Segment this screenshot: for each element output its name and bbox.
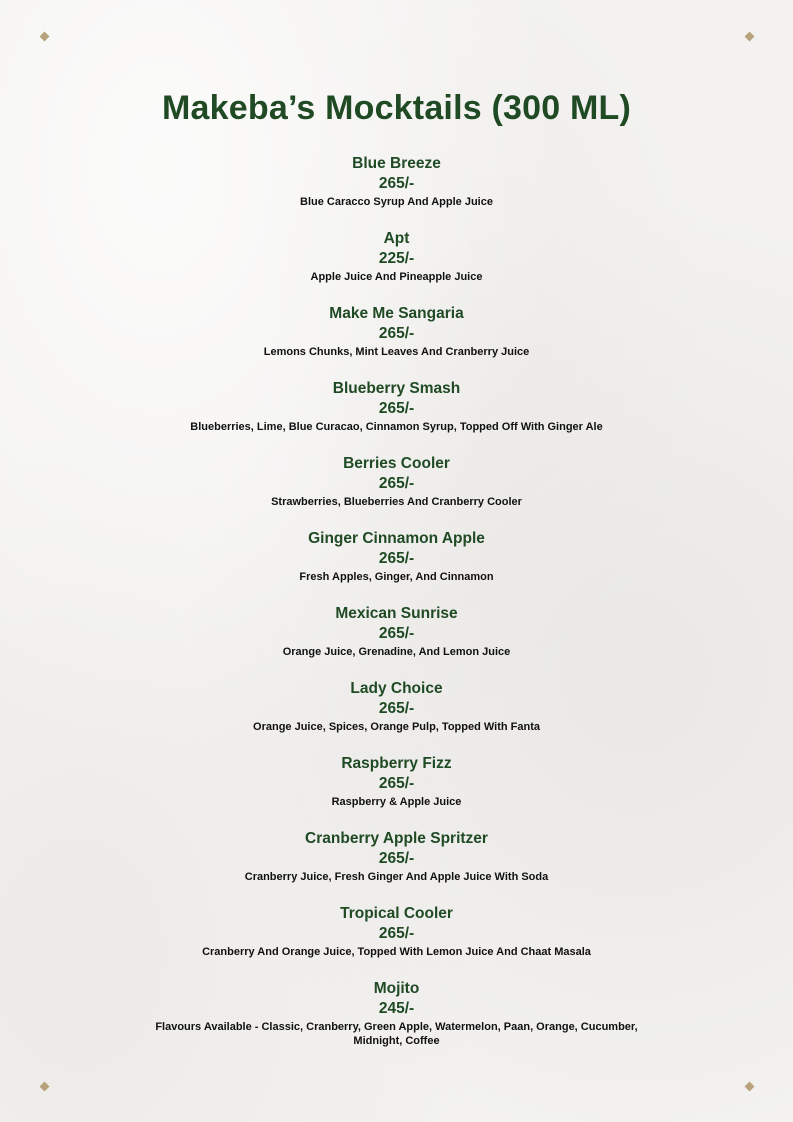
menu-item-description: Blue Caracco Syrup And Apple Juice — [300, 196, 493, 208]
menu-item-description: Fresh Apples, Ginger, And Cinnamon — [299, 571, 494, 583]
menu-item — [0, 679, 793, 754]
menu-item — [0, 754, 793, 829]
page-title: Makeba’s Mocktails (300 ML) — [162, 88, 631, 127]
menu-item-price: 265/- — [378, 775, 415, 792]
menu-item-name: Make Me Sangaria — [329, 305, 464, 322]
menu-item-price: 265/- — [378, 550, 415, 567]
menu-item-name: Tropical Cooler — [340, 905, 453, 922]
menu-item-name: Blueberry Smash — [332, 380, 461, 397]
menu-item-description: Orange Juice, Spices, Orange Pulp, Topped With Fanta — [253, 721, 540, 733]
menu-item — [0, 304, 793, 379]
menu-item-price: 265/- — [378, 625, 415, 642]
menu-item-price: 225/- — [378, 250, 415, 267]
menu-item — [0, 154, 793, 229]
menu-item-description: Orange Juice, Grenadine, And Lemon Juice — [282, 646, 511, 658]
menu-item-name: Berries Cooler — [343, 455, 450, 472]
menu-item — [0, 529, 793, 604]
menu-item-price: 245/- — [378, 1000, 415, 1017]
menu-item-price: 265/- — [378, 925, 415, 942]
menu-item-price: 265/- — [378, 325, 415, 342]
menu-item-description: Cranberry Juice, Fresh Ginger And Apple Juice With Soda — [244, 871, 549, 883]
mocktail-menu-list — [0, 154, 793, 1054]
menu-item-name: Lady Choice — [350, 680, 443, 697]
menu-item — [0, 229, 793, 304]
menu-item-name: Apt — [383, 230, 410, 247]
menu-item-price: 265/- — [378, 175, 415, 192]
menu-item — [0, 904, 793, 979]
menu-item-description: Flavours Available - Classic, Cranberry, Green Apple, Watermelon, Paan, Orange, Cucumber, Midnight, Coffee — [155, 1021, 638, 1047]
menu-item-description: Cranberry And Orange Juice, Topped With Lemon Juice And Chaat Masala — [202, 946, 591, 958]
menu-item-name: Mojito — [373, 980, 420, 997]
menu-item — [0, 604, 793, 679]
menu-item-name: Mexican Sunrise — [335, 605, 458, 622]
menu-item-description: Raspberry & Apple Juice — [331, 796, 462, 808]
menu-item-description: Lemons Chunks, Mint Leaves And Cranberry Juice — [263, 346, 530, 358]
menu-item-price: 265/- — [378, 700, 415, 717]
menu-item — [0, 454, 793, 529]
menu-item-description: Blueberries, Lime, Blue Curacao, Cinnamon Syrup, Topped Off With Ginger Ale — [190, 421, 603, 433]
menu-item-price: 265/- — [378, 400, 415, 417]
menu-item — [0, 379, 793, 454]
menu-item-name: Ginger Cinnamon Apple — [308, 530, 485, 547]
menu-item-description: Apple Juice And Pineapple Juice — [310, 271, 483, 283]
menu-item-name: Raspberry Fizz — [341, 755, 452, 772]
menu-item-price: 265/- — [378, 850, 415, 867]
menu-item-price: 265/- — [378, 475, 415, 492]
menu-item-name: Blue Breeze — [352, 155, 441, 172]
menu-item-name: Cranberry Apple Spritzer — [305, 830, 488, 847]
menu-item — [0, 979, 793, 1054]
menu-item — [0, 829, 793, 904]
menu-item-description: Strawberries, Blueberries And Cranberry Cooler — [271, 496, 522, 508]
